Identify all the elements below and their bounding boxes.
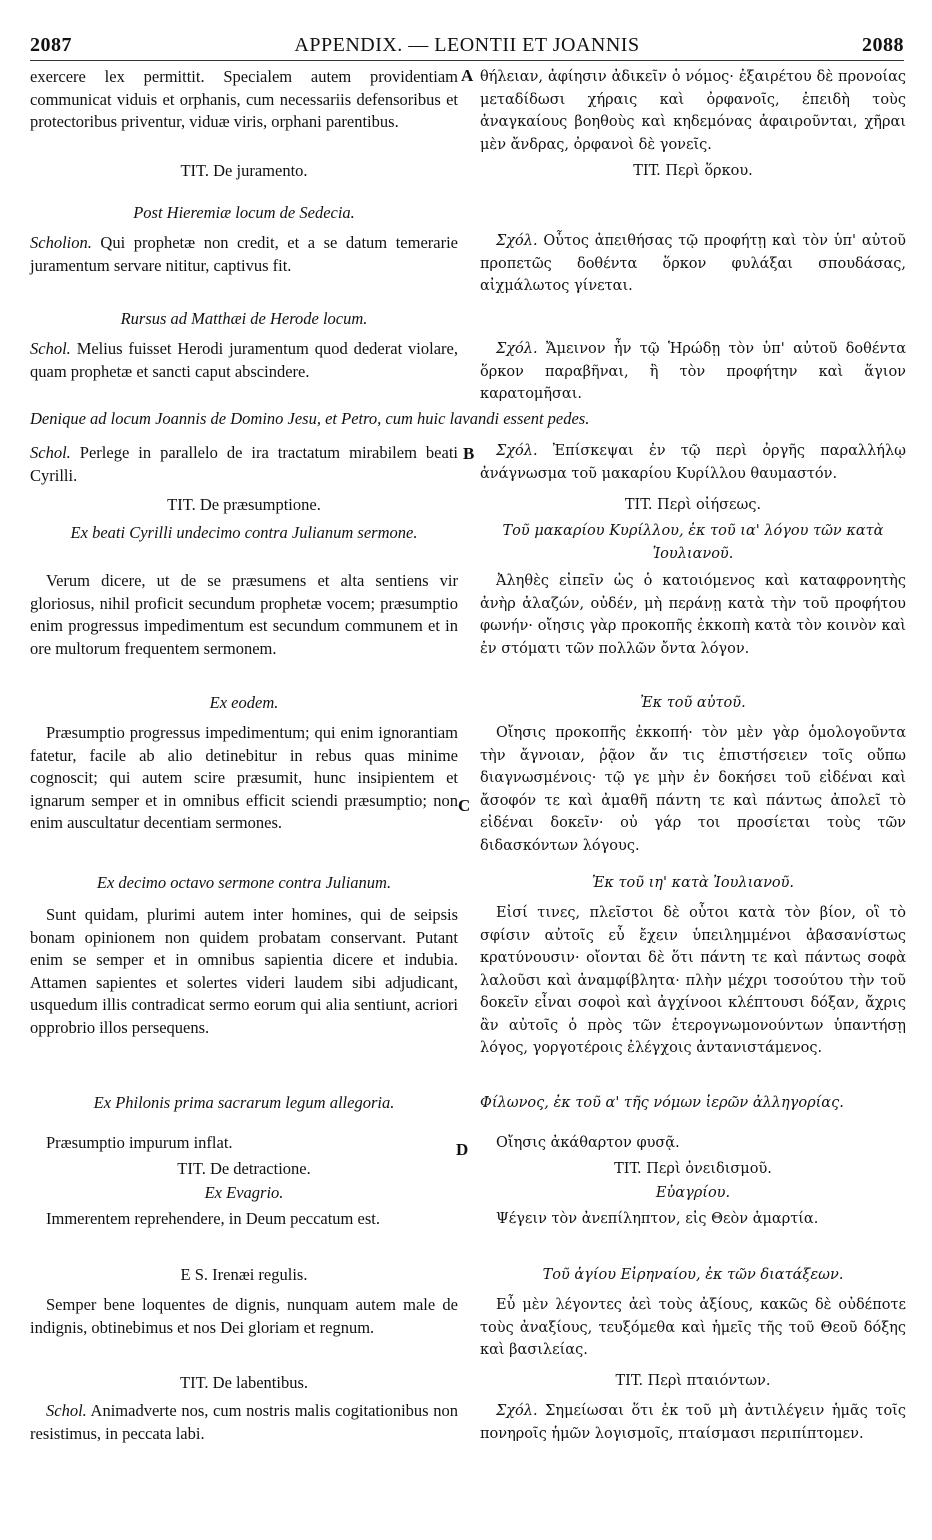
greek-ek-ie: Ἐκ τοῦ ιη' κατὰ Ἰουλιανοῦ. — [591, 875, 795, 891]
margin-marker-c: C — [458, 796, 471, 815]
scholion-text: Σημείωσαι ὅτι ἐκ τοῦ μὴ ἀντιλέγειν ἡμᾶς τοῖς πονηροῖς ἡμῶν λογισμοῖς, πταίσμασι περιπίπτομεν. — [480, 1403, 906, 1442]
scholion-label: Scholion. — [30, 233, 92, 252]
latin-ex-philonis: Ex Philonis prima sacrarum legum allegoria. — [93, 1093, 395, 1112]
scholion-text: Animadverte nos, cum nostris malis cogitationibus non resistimus, in peccata labi. — [30, 1401, 458, 1443]
latin-tit-juramento: TIT. De juramento. — [180, 161, 308, 180]
latin-tit-labentibus: TIT. De labentibus. — [180, 1373, 308, 1392]
latin-ex-cyrilli: Ex beati Cyrilli undecimo contra Julianum sermone. — [70, 523, 418, 542]
greek-philonos: Φίλωνος, ἐκ τοῦ α' τῆς νόμων ἱερῶν ἀλληγορίας. — [480, 1095, 844, 1111]
greek-scholion-2 — [480, 338, 906, 406]
scholion-text: Ἄμεινον ἦν τῷ Ἡρώδῃ τὸν ὑπ' αὐτοῦ δοθέντα ὅρκον παραβῆναι, ἢ τὸν προφήτην καὶ ἅγιον καρατομῆσαι. — [480, 341, 906, 402]
page-number-left: 2087 — [30, 34, 72, 56]
latin-scholion-4 — [30, 1400, 458, 1445]
latin-ex-decimo: Ex decimo octavo sermone contra Julianum. — [96, 873, 392, 892]
greek-tou-kyrillou: Τοῦ μακαρίου Κυρίλλου, ἐκ τοῦ ια' λόγου τῶν κατὰ Ἰουλιανοῦ. — [502, 523, 884, 562]
latin-immerentem: Immerentem reprehendere, in Deum peccatum est. — [46, 1209, 380, 1228]
latin-tit-detractione: TIT. De detractione. — [177, 1159, 311, 1178]
margin-marker-a: A — [461, 66, 474, 85]
latin-scholion-3 — [30, 442, 458, 487]
scholion-text: Qui prophetæ non credit, et a se datum temerarie juramentum servare nititur, captivus fit. — [30, 233, 458, 275]
greek-tit-ptaiont: TIT. Περὶ πταιόντων. — [615, 1373, 771, 1389]
greek-ek-autou: Ἐκ τοῦ αὐτοῦ. — [640, 695, 746, 711]
latin-es-irenaei: E S. Irenæi regulis. — [180, 1265, 308, 1284]
scholion-label: Schol. — [46, 1401, 87, 1420]
latin-semper-paragraph: Semper bene loquentes de dignis, nunquam autem male de indignis, obtinebimus et nos Dei gloriam et regnum. — [30, 1295, 458, 1337]
greek-eisi-paragraph: Εἰσί τινες, πλεῖστοι δὲ οὗτοι κατὰ τὸν βίον, οἳ τὸ σφίσιν αὐτοῖς εὖ ἔχειν ὑπειλημμένοι ἀβασανίστως κρατύνουσιν· οἴονται δὲ ὅτι πάντη τε καὶ πάντως σοφὰ λαλοῦσι καὶ ἀναμφίβλητα· πλὴν μέχρι τοσούτου τὴν τοῦ δοκεῖν εἶναι σοφοὶ καὶ ἀγχίνοοι κλέπτουσι δόξαν, ἄχρις ἂν αὐτοῖς ὁ πρὸς τῶν ἑτερογνωμονούντων ὑπαντήσῃ λόγος, γοργοτέροις ἐλέγχοις ἀντανιστάμενος. — [480, 905, 906, 1056]
scholion-text: Ἐπίσκεψαι ἐν τῷ περὶ ὀργῆς παραλλήλῳ ἀνάγνωσμα τοῦ μακαρίου Κυρίλλου θαυμαστόν. — [480, 443, 906, 482]
latin-scholion-1 — [30, 232, 458, 277]
greek-tit-oneid: TIT. Περὶ ὀνειδισμοῦ. — [614, 1161, 772, 1177]
latin-opening-paragraph: exercere lex permittit. Specialem autem providentiam communicat viduis et orphanis, cum necessariis defensoribus et protectoribus priventur, viduæ viris, orphani parentibus. — [30, 67, 458, 131]
scholion-text: Οὗτος ἀπειθήσας τῷ προφήτῃ καὶ τὸν ὑπ' αὐτοῦ προπετῶς δοθέντα ὅρκον φυλάξαι σπουδάσας, αἰχμάλωτος γίνεται. — [480, 233, 906, 294]
latin-scholion-2 — [30, 338, 458, 383]
latin-rursus: Rursus ad Matthæi de Herode locum. — [120, 309, 368, 328]
scholion-label: Σχόλ. — [496, 341, 538, 357]
greek-aleth-paragraph: Ἀληθὲς εἰπεῖν ὡς ὁ κατοιόμενος καὶ καταφρονητὴς ἀνὴρ ἀλαζών, οὐδέν, μὴ περάνῃ κατὰ τὴν τοῦ προφήτου φωνήν· οἴησις γὰρ προκοπῆς ἐκκοπὴ κατὰ τὸν κοινὸν καὶ ἐν στόματι τῶν πολλῶν ὄντα λόγον. — [480, 573, 906, 657]
running-title: APPENDIX. — LEONTII ET JOANNIS — [294, 34, 640, 56]
header-rule — [30, 60, 904, 61]
latin-tit-praesumptione — [30, 494, 458, 517]
latin-verum-paragraph: Verum dicere, ut de se præsumens et alta sentiens vir gloriosus, nihil proficit secundum prophetæ vocem; præsumptio enim progressus impedimentum est secundum communem et in ore multorum frequentem sermonem. — [30, 571, 458, 658]
page-header — [30, 34, 904, 58]
page-number-right: 2088 — [862, 34, 904, 56]
scholion-label: Schol. — [30, 339, 71, 358]
scholion-label: Schol. — [30, 443, 71, 462]
greek-oiesis-paragraph: Οἴησις προκοπῆς ἐκκοπή· τὸν μὲν γὰρ ὁμολογοῦντα τὴν ἄγνοιαν, ῥᾷον ἄν τις ἐπιστήσειεν τοῖς οὔπω διαγνωσμένοις· τῷ γε μὴν ἐν δοκήσει τοῦ εἰδέναι καὶ ἄσοφόν τε καὶ ἀμαθῆ πάντη τε καὶ πάντως ἀπολεῖ τὸ εἰδέναι δοκεῖν· οὐ γάρ τοι προσίεται τοὺς τῶν διδασκόντων λόγους. — [480, 725, 906, 854]
full-width-heading: Denique ad locum Joannis de Domino Jesu, et Petro, cum huic lavandi essent pedes. — [30, 409, 590, 428]
greek-euagriou: Εὐαγρίου. — [655, 1185, 731, 1201]
greek-tit-horkou: TIT. Περὶ ὅρκου. — [633, 163, 753, 179]
greek-tit-oiese: TIT. Περὶ οἰήσεως. — [624, 497, 762, 513]
margin-marker-d: D — [456, 1140, 469, 1159]
greek-scholion-3 — [480, 440, 906, 485]
latin-sunt-paragraph: Sunt quidam, plurimi autem inter homines, qui de seipsis bonam opinionem non quidem probatam conservant. Putant enim se semper et in omnibus sapientia dicere et indubia. Attamen sapientes et solertes videri laudem sibi adjudicant, usquedum illis contradicat sermo eorum qui alia sentiunt, acriori opprobrio illos persequens. — [30, 905, 458, 1037]
scholion-text: Perlege in parallelo de ira tractatum mirabilem beati Cyrilli. — [30, 443, 458, 485]
greek-eu-men-paragraph: Εὖ μὲν λέγοντες ἀεὶ τοὺς ἀξίους, κακῶς δὲ οὐδέποτε τοὺς ἀναξίους, τευξόμεθα καὶ ἡμεῖς τῆς τοῦ Θεοῦ δόξης καὶ βασιλείας. — [480, 1297, 906, 1358]
greek-tou-eirenaiou: Τοῦ ἁγίου Εἰρηναίου, ἐκ τῶν διατάξεων. — [542, 1267, 844, 1283]
latin-impurum: Præsumptio impurum inflat. — [46, 1133, 233, 1152]
latin-post-hieremiae: Post Hieremiæ locum de Sedecia. — [133, 203, 355, 222]
scholion-label: Σχόλ. — [496, 1403, 538, 1419]
greek-opening-paragraph: θήλειαν, ἀφίησιν ἀδικεῖν ὁ νόμος· ἐξαιρέτου δὲ προνοίας μεταδίδωσι χήραις καὶ ὀρφανοῖς, ἐπειδὴ τοὺς ἀναγκαίους βοηθοὺς καὶ κηδεμόνας ἀφαιροῦνται, χῆραι μὲν ἄνδρας, ὀρφανοὶ δὲ γονεῖς. — [480, 69, 906, 153]
greek-scholion-4 — [480, 1400, 906, 1445]
scholion-label: Σχόλ. — [496, 443, 538, 459]
scholion-text: Melius fuisset Herodi juramentum quod dederat violare, quam prophetæ et sancti caput abscindere. — [30, 339, 458, 381]
greek-oiesis-akath: Οἴησις ἀκάθαρτον φυσᾷ. — [496, 1135, 680, 1151]
latin-praesumptio-paragraph: Præsumptio progressus impedimentum; qui enim ignorantiam fatetur, facile ab alio detinebitur in rebus quas minime cognoscit; qui autem scire præsumit, hunc insipientem et ignarum semper et in omnibus efficit sciendi præsumptio; non enim auscultatur decentiam sermones. — [30, 723, 458, 832]
greek-psegein: Ψέγειν τὸν ἀνεπίληπτον, εἰς Θεὸν ἁμαρτία. — [496, 1211, 819, 1227]
scholion-label: Σχόλ. — [496, 233, 538, 249]
latin-ex-evagrio: Ex Evagrio. — [204, 1183, 284, 1202]
margin-marker-b: B — [463, 444, 475, 463]
greek-scholion-1 — [480, 230, 906, 298]
latin-ex-eodem: Ex eodem. — [209, 693, 279, 712]
tit-text: TIT. De præsumptione. — [167, 495, 321, 514]
